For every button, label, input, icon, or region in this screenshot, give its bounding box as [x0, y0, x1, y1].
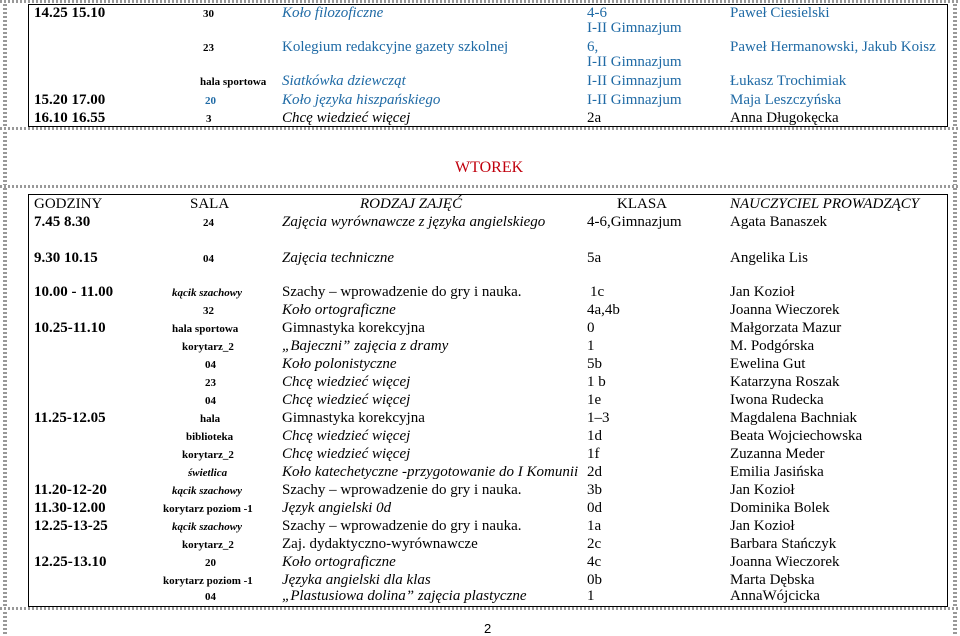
class-cell: 1d [587, 428, 602, 444]
time-cell: 12.25-13.10 [34, 554, 107, 570]
class-cell: I-II Gimnazjum [587, 54, 682, 70]
room-cell: 20 [205, 95, 216, 107]
time-cell: 7.45 8.30 [34, 214, 91, 230]
activity-cell: Chcę wiedzieć więcej [282, 428, 411, 444]
activity-cell: Zajęcia wyrównawcze z języka angielskiego [282, 214, 546, 230]
class-cell: 5b [587, 356, 602, 372]
room-cell: kącik szachowy [172, 485, 242, 497]
room-cell: hala [200, 413, 221, 425]
room-cell: hala sportowa [172, 323, 239, 335]
teacher-cell: Beata Wojciechowska [730, 428, 863, 444]
teacher-cell: Jan Kozioł [730, 284, 795, 300]
page-number: 2 [484, 621, 492, 636]
class-cell: I-II Gimnazjum [587, 20, 682, 36]
activity-cell: Języka angielski dla klas [282, 572, 431, 588]
time-cell: 11.25-12.05 [34, 410, 106, 426]
teacher-cell: Katarzyna Roszak [730, 374, 840, 390]
room-cell: 04 [205, 591, 216, 603]
time-cell: 10.00 - 11.00 [34, 284, 114, 300]
teacher-cell: Łukasz Trochimiak [730, 73, 847, 89]
teacher-cell: Emilia Jasińska [730, 464, 824, 480]
teacher-cell: Małgorzata Mazur [730, 320, 842, 336]
room-cell: 3 [206, 113, 212, 125]
bottom-border [0, 607, 960, 610]
class-cell: 4-6,Gimnazjum [587, 214, 682, 230]
room-cell: 20 [205, 557, 216, 569]
class-cell: 3b [587, 482, 602, 498]
room-cell: biblioteka [186, 431, 234, 443]
class-cell: 0d [587, 500, 602, 516]
room-cell: 04 [205, 359, 216, 371]
class-cell: 0 [587, 320, 595, 336]
time-cell: 16.10 16.55 [34, 110, 106, 126]
room-cell: korytarz_2 [182, 449, 234, 461]
activity-cell: Koło katechetyczne -przygotowanie do I Komunii [282, 464, 579, 480]
activity-cell: Koło ortograficzne [282, 302, 396, 318]
class-cell: 0b [587, 572, 602, 588]
header-teacher: NAUCZYCIEL PROWADZĄCY [730, 196, 920, 212]
left-border [3, 0, 7, 635]
class-cell: 1–3 [587, 410, 610, 426]
activity-cell: Zajęcia techniczne [282, 250, 395, 266]
class-cell: 1f [587, 446, 600, 462]
header-time: GODZINY [34, 196, 103, 212]
class-cell: 1c [590, 284, 605, 300]
teacher-cell: Joanna Wieczorek [730, 554, 840, 570]
room-cell: korytarz_2 [182, 341, 234, 353]
activity-cell: „Plastusiowa dolina” zajęcia plastyczne [282, 588, 527, 604]
class-cell: 2c [587, 536, 602, 552]
class-cell: 4-6 [587, 5, 607, 21]
class-cell: 4c [587, 554, 602, 570]
right-border [953, 0, 957, 635]
header-activity: RODZAJ ZAJĘĆ [360, 196, 463, 212]
room-cell: korytarz poziom -1 [163, 503, 253, 515]
activity-cell: Koło filozoficzne [282, 5, 384, 21]
teacher-cell: Anna Długokęcka [730, 110, 839, 126]
activity-cell: Szachy – wprowadzenie do gry i nauka. [282, 284, 522, 300]
activity-cell: Koło polonistyczne [282, 356, 397, 372]
teacher-cell: AnnaWójcicka [730, 588, 820, 604]
time-cell: 10.25-11.10 [34, 320, 106, 336]
teacher-cell: Jan Kozioł [730, 518, 795, 534]
teacher-cell: Agata Banaszek [730, 214, 828, 230]
room-cell: 23 [203, 42, 214, 54]
header-class: KLASA [617, 196, 668, 212]
teacher-cell: Joanna Wieczorek [730, 302, 840, 318]
activity-cell: Szachy – wprowadzenie do gry i nauka. [282, 518, 522, 534]
room-cell: 23 [205, 377, 216, 389]
teacher-cell: Jan Kozioł [730, 482, 795, 498]
class-cell: 4a,4b [587, 302, 620, 318]
time-cell: 14.25 15.10 [34, 5, 106, 21]
teacher-cell: Dominika Bolek [730, 500, 830, 516]
teacher-cell: Paweł Ciesielski [730, 5, 830, 21]
activity-cell: Koło ortograficzne [282, 554, 396, 570]
time-cell: 12.25-13-25 [34, 518, 108, 534]
room-cell: 32 [203, 305, 214, 317]
activity-cell: Zaj. dydaktyczno-wyrównawcze [282, 536, 478, 552]
room-cell: 04 [205, 395, 216, 407]
header-room: SALA [190, 196, 230, 212]
activity-cell: Chcę wiedzieć więcej [282, 110, 411, 126]
teacher-cell: Barbara Stańczyk [730, 536, 837, 552]
activity-cell: Koło języka hiszpańskiego [282, 92, 441, 108]
teacher-cell: Iwona Rudecka [730, 392, 824, 408]
class-cell: I-II Gimnazjum [587, 73, 682, 89]
teacher-cell: Angelika Lis [730, 250, 808, 266]
time-cell: 9.30 10.15 [34, 250, 98, 266]
class-cell: 2d [587, 464, 602, 480]
room-cell: korytarz poziom -1 [163, 575, 253, 587]
section-divider-bottom [0, 185, 960, 188]
activity-cell: Kolegium redakcyjne gazety szkolnej [282, 39, 509, 55]
activity-cell: Chcę wiedzieć więcej [282, 392, 411, 408]
class-cell: 1a [587, 518, 602, 534]
time-cell: 11.20-12-20 [34, 482, 107, 498]
activity-cell: Język angielski 0d [282, 500, 392, 516]
room-cell: świetlica [188, 467, 228, 479]
activity-cell: Chcę wiedzieć więcej [282, 446, 411, 462]
room-cell: 30 [203, 8, 214, 20]
class-cell: I-II Gimnazjum [587, 92, 682, 108]
teacher-cell: Zuzanna Meder [730, 446, 825, 462]
teacher-cell: Paweł Hermanowski, Jakub Koisz [730, 39, 936, 55]
time-cell: 15.20 17.00 [34, 92, 106, 108]
room-cell: kącik szachowy [172, 521, 242, 533]
class-cell: 1e [587, 392, 602, 408]
room-cell: kącik szachowy [172, 287, 242, 299]
room-cell: hala sportowa [200, 76, 267, 88]
class-cell: 1 [587, 588, 595, 604]
room-cell: korytarz_2 [182, 539, 234, 551]
teacher-cell: M. Podgórska [730, 338, 815, 354]
activity-cell: Szachy – wprowadzenie do gry i nauka. [282, 482, 522, 498]
activity-cell: „Bajeczni” zajęcia z dramy [282, 338, 449, 354]
class-cell: 5a [587, 250, 602, 266]
day-title: WTOREK [455, 159, 524, 176]
teacher-cell: Magdalena Bachniak [730, 410, 858, 426]
class-cell: 2a [587, 110, 602, 126]
room-cell: 24 [203, 217, 214, 229]
top-border [0, 0, 960, 3]
class-cell: 1 [587, 338, 595, 354]
room-cell: 04 [203, 253, 214, 265]
time-cell: 11.30-12.00 [34, 500, 106, 516]
section-divider-top [0, 127, 960, 130]
activity-cell: Gimnastyka korekcyjna [282, 320, 425, 336]
teacher-cell: Marta Dębska [730, 572, 815, 588]
class-cell: 6, [587, 39, 599, 55]
teacher-cell: Maja Leszczyńska [730, 92, 842, 108]
activity-cell: Chcę wiedzieć więcej [282, 374, 411, 390]
teacher-cell: Ewelina Gut [730, 356, 806, 372]
activity-cell: Siatkówka dziewcząt [282, 73, 406, 89]
class-cell: 1 b [587, 374, 606, 390]
activity-cell: Gimnastyka korekcyjna [282, 410, 425, 426]
